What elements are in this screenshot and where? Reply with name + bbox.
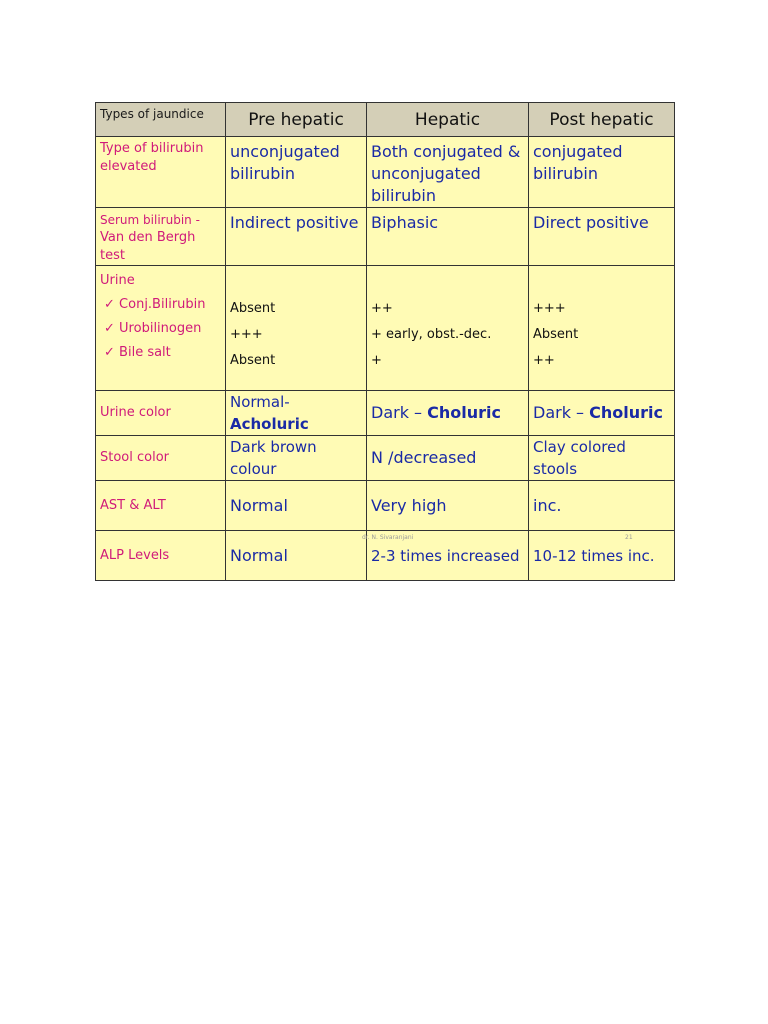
header-hepatic: Hepatic [367,103,529,137]
pre-urine-bile-salt: Absent [230,353,276,368]
pre-urine-urobilinogen: +++ [230,327,263,342]
row-urine-color [96,391,675,436]
post-urine-bile-salt: ++ [533,353,555,368]
post-hepatic-alp: 10-12 times inc. [529,531,675,581]
row-label-urine [96,266,226,391]
footer-author: dr. N. Sivaranjani [362,534,414,541]
urine-item-bile-salt: ✓ Bile salt [104,345,171,360]
hepatic-bilirubin-type: Both conjugated & unconjugated bilirubin [367,137,529,208]
serum-label-line2: Van den Bergh test [100,230,196,263]
post-hepatic-serum: Direct positive [529,208,675,266]
hep-urine-conj: ++ [371,301,393,316]
post-hepatic-urine-color: Dark – Choluric [529,391,675,436]
post-urine-urobilinogen: Absent [533,327,579,342]
pre-hepatic-bilirubin-type: unconjugated bilirubin [226,137,367,208]
header-types-of-jaundice: Types of jaundice [96,103,226,137]
pre-hepatic-serum: Indirect positive [226,208,367,266]
header-row [96,103,675,137]
row-label-alp-levels: ALP Levels [96,531,226,581]
pre-hepatic-stool: Dark brown colour [226,436,367,481]
post-hepatic-ast: inc. [529,481,675,531]
hepatic-urine-color: Dark – Choluric [367,391,529,436]
pre-hepatic-urine-color: Normal-Acholuric [226,391,367,436]
post-hepatic-stool: Clay colored stools [529,436,675,481]
check-mark-icon: ✓ [104,297,115,312]
row-bilirubin-type [96,137,675,208]
post-hepatic-bilirubin-type: conjugated bilirubin [529,137,675,208]
hepatic-alp: 2-3 times increased [367,531,529,581]
check-mark-icon: ✓ [104,345,115,360]
row-stool-color [96,436,675,481]
hepatic-serum: Biphasic [367,208,529,266]
row-label-stool-color: Stool color [96,436,226,481]
row-serum-bilirubin [96,208,675,266]
pre-hepatic-ast: Normal [226,481,367,531]
row-label-ast-alt: AST & ALT [96,481,226,531]
serum-label-line1: Serum bilirubin - [100,213,200,227]
jaundice-table [95,102,675,581]
pre-hepatic-urine [226,266,367,391]
hep-urine-bile-salt: + [371,353,382,368]
hepatic-ast: Very high [367,481,529,531]
row-ast-alt [96,481,675,531]
check-mark-icon: ✓ [104,321,115,336]
hep-urine-urobilinogen: + early, obst.-dec. [371,327,492,342]
pre-urine-conj: Absent [230,301,276,316]
urine-item-urobilinogen: ✓ Urobilinogen [104,321,202,336]
post-urine-conj: +++ [533,301,566,316]
pre-hepatic-alp: Normal [226,531,367,581]
footer-page-number: 21 [625,534,633,541]
hepatic-urine [367,266,529,391]
post-hepatic-urine [529,266,675,391]
hepatic-stool: N /decreased [367,436,529,481]
row-label-serum-bilirubin [96,208,226,266]
urine-heading: Urine [100,273,135,288]
row-label-urine-color: Urine color [96,391,226,436]
urine-item-conj-bilirubin: ✓ Conj.Bilirubin [104,297,206,312]
header-post-hepatic: Post hepatic [529,103,675,137]
slide [95,102,674,565]
row-urine [96,266,675,391]
header-pre-hepatic: Pre hepatic [226,103,367,137]
row-label-bilirubin-type: Type of bilirubin elevated [96,137,226,208]
